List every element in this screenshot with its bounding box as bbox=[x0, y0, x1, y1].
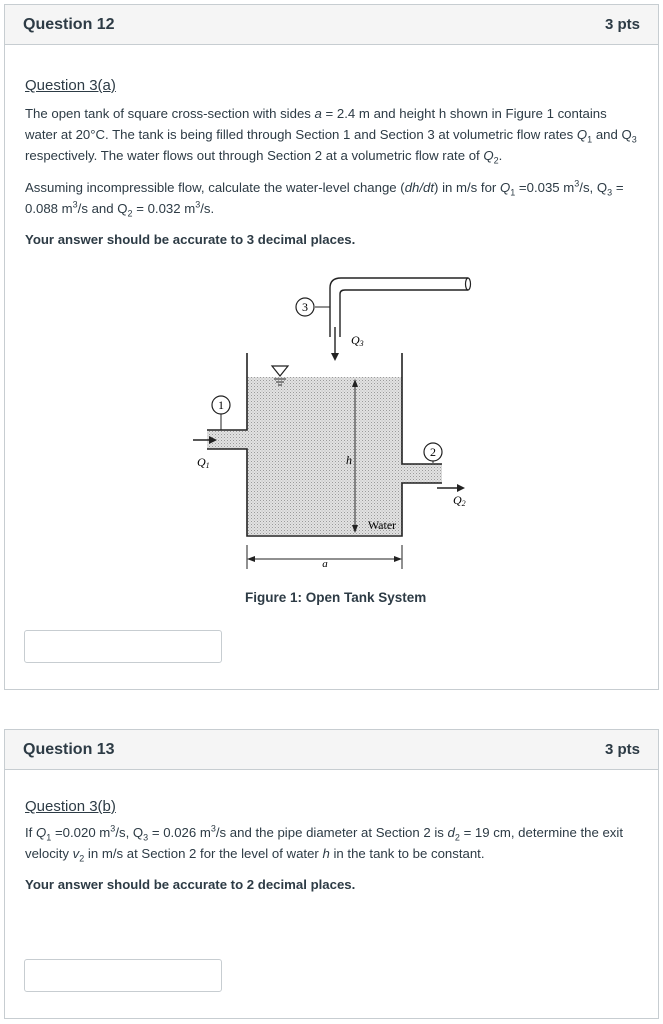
q2-arrowhead bbox=[457, 484, 465, 492]
question-12-header bbox=[5, 5, 658, 45]
section-3-label: 3 bbox=[302, 300, 308, 314]
question-13-points: 3 pts bbox=[604, 741, 640, 758]
question-13-body bbox=[5, 770, 658, 895]
question-12-accuracy-note: Your answer should be accurate to 3 decimal places. bbox=[25, 232, 356, 247]
section-2-label: 2 bbox=[430, 445, 436, 459]
q3-arrowhead bbox=[331, 353, 339, 361]
width-arrow-right bbox=[394, 556, 402, 562]
q2-label: Q2 bbox=[453, 493, 466, 508]
figure-caption: Figure 1: Open Tank System bbox=[245, 590, 427, 605]
question-13-title: Question 13 bbox=[23, 740, 115, 758]
question-12-title: Question 12 bbox=[23, 15, 115, 33]
height-label: h bbox=[346, 453, 352, 467]
question-13-answer-input[interactable] bbox=[24, 959, 222, 992]
question-12-body bbox=[5, 45, 658, 250]
question-12-paragraph-1: The open tank of square cross-section with sides a = 2.4 m and height h shown in Figure 1 contains water at 20°C. The tank is being filled through Section 1 and Section 3 at volumetric flow rates $Q_1$ and $Q_3$ respectively. The water flows out through Section 2 at a volumetric flow rate of $Q_2$. bbox=[25, 106, 637, 166]
free-surface-icon bbox=[272, 366, 288, 376]
question-13-header bbox=[5, 730, 658, 770]
open-tank-figure bbox=[185, 269, 505, 569]
question-13-paragraph-1: If $Q_1 =0.020$ $m^3/s$, $Q_3 = 0.026$ $m^3/s$ and the pipe diameter at Section 2 is $d_2 = 19$ cm, determine the exit velocity $v_2$ in m/s at Section 2 for the level of water h in the tank to be constant. bbox=[25, 823, 623, 864]
water-label: Water bbox=[367, 518, 397, 532]
question-12-subtitle: Question 3(a) bbox=[25, 77, 116, 94]
width-label: a bbox=[322, 558, 328, 569]
question-12-points: 3 pts bbox=[604, 16, 640, 33]
width-arrow-left bbox=[247, 556, 255, 562]
outlet-2-water bbox=[402, 464, 442, 483]
q1-label: Q1 bbox=[197, 455, 210, 470]
section-1-label: 1 bbox=[218, 398, 224, 412]
question-12-answer-input[interactable] bbox=[24, 630, 222, 663]
question-13-card bbox=[4, 729, 659, 1019]
question-12-card bbox=[4, 4, 659, 690]
question-13-accuracy-note: Your answer should be accurate to 2 decimal places. bbox=[25, 877, 356, 892]
tank-water bbox=[247, 377, 402, 535]
inlet-3-pipe-end bbox=[466, 278, 471, 290]
inlet-3-pipe bbox=[330, 278, 468, 337]
question-13-subtitle: Question 3(b) bbox=[25, 798, 116, 815]
q3-label: Q3 bbox=[351, 333, 364, 348]
question-12-paragraph-2: Assuming incompressible flow, calculate the water-level change (dh/dt) in m/s for $Q_1 =0.035$ $m^3/s$, $Q_3 = 0.088$ $m^3/s$ and $Q_2 = 0.032$ $m^3/s$. bbox=[25, 178, 624, 219]
